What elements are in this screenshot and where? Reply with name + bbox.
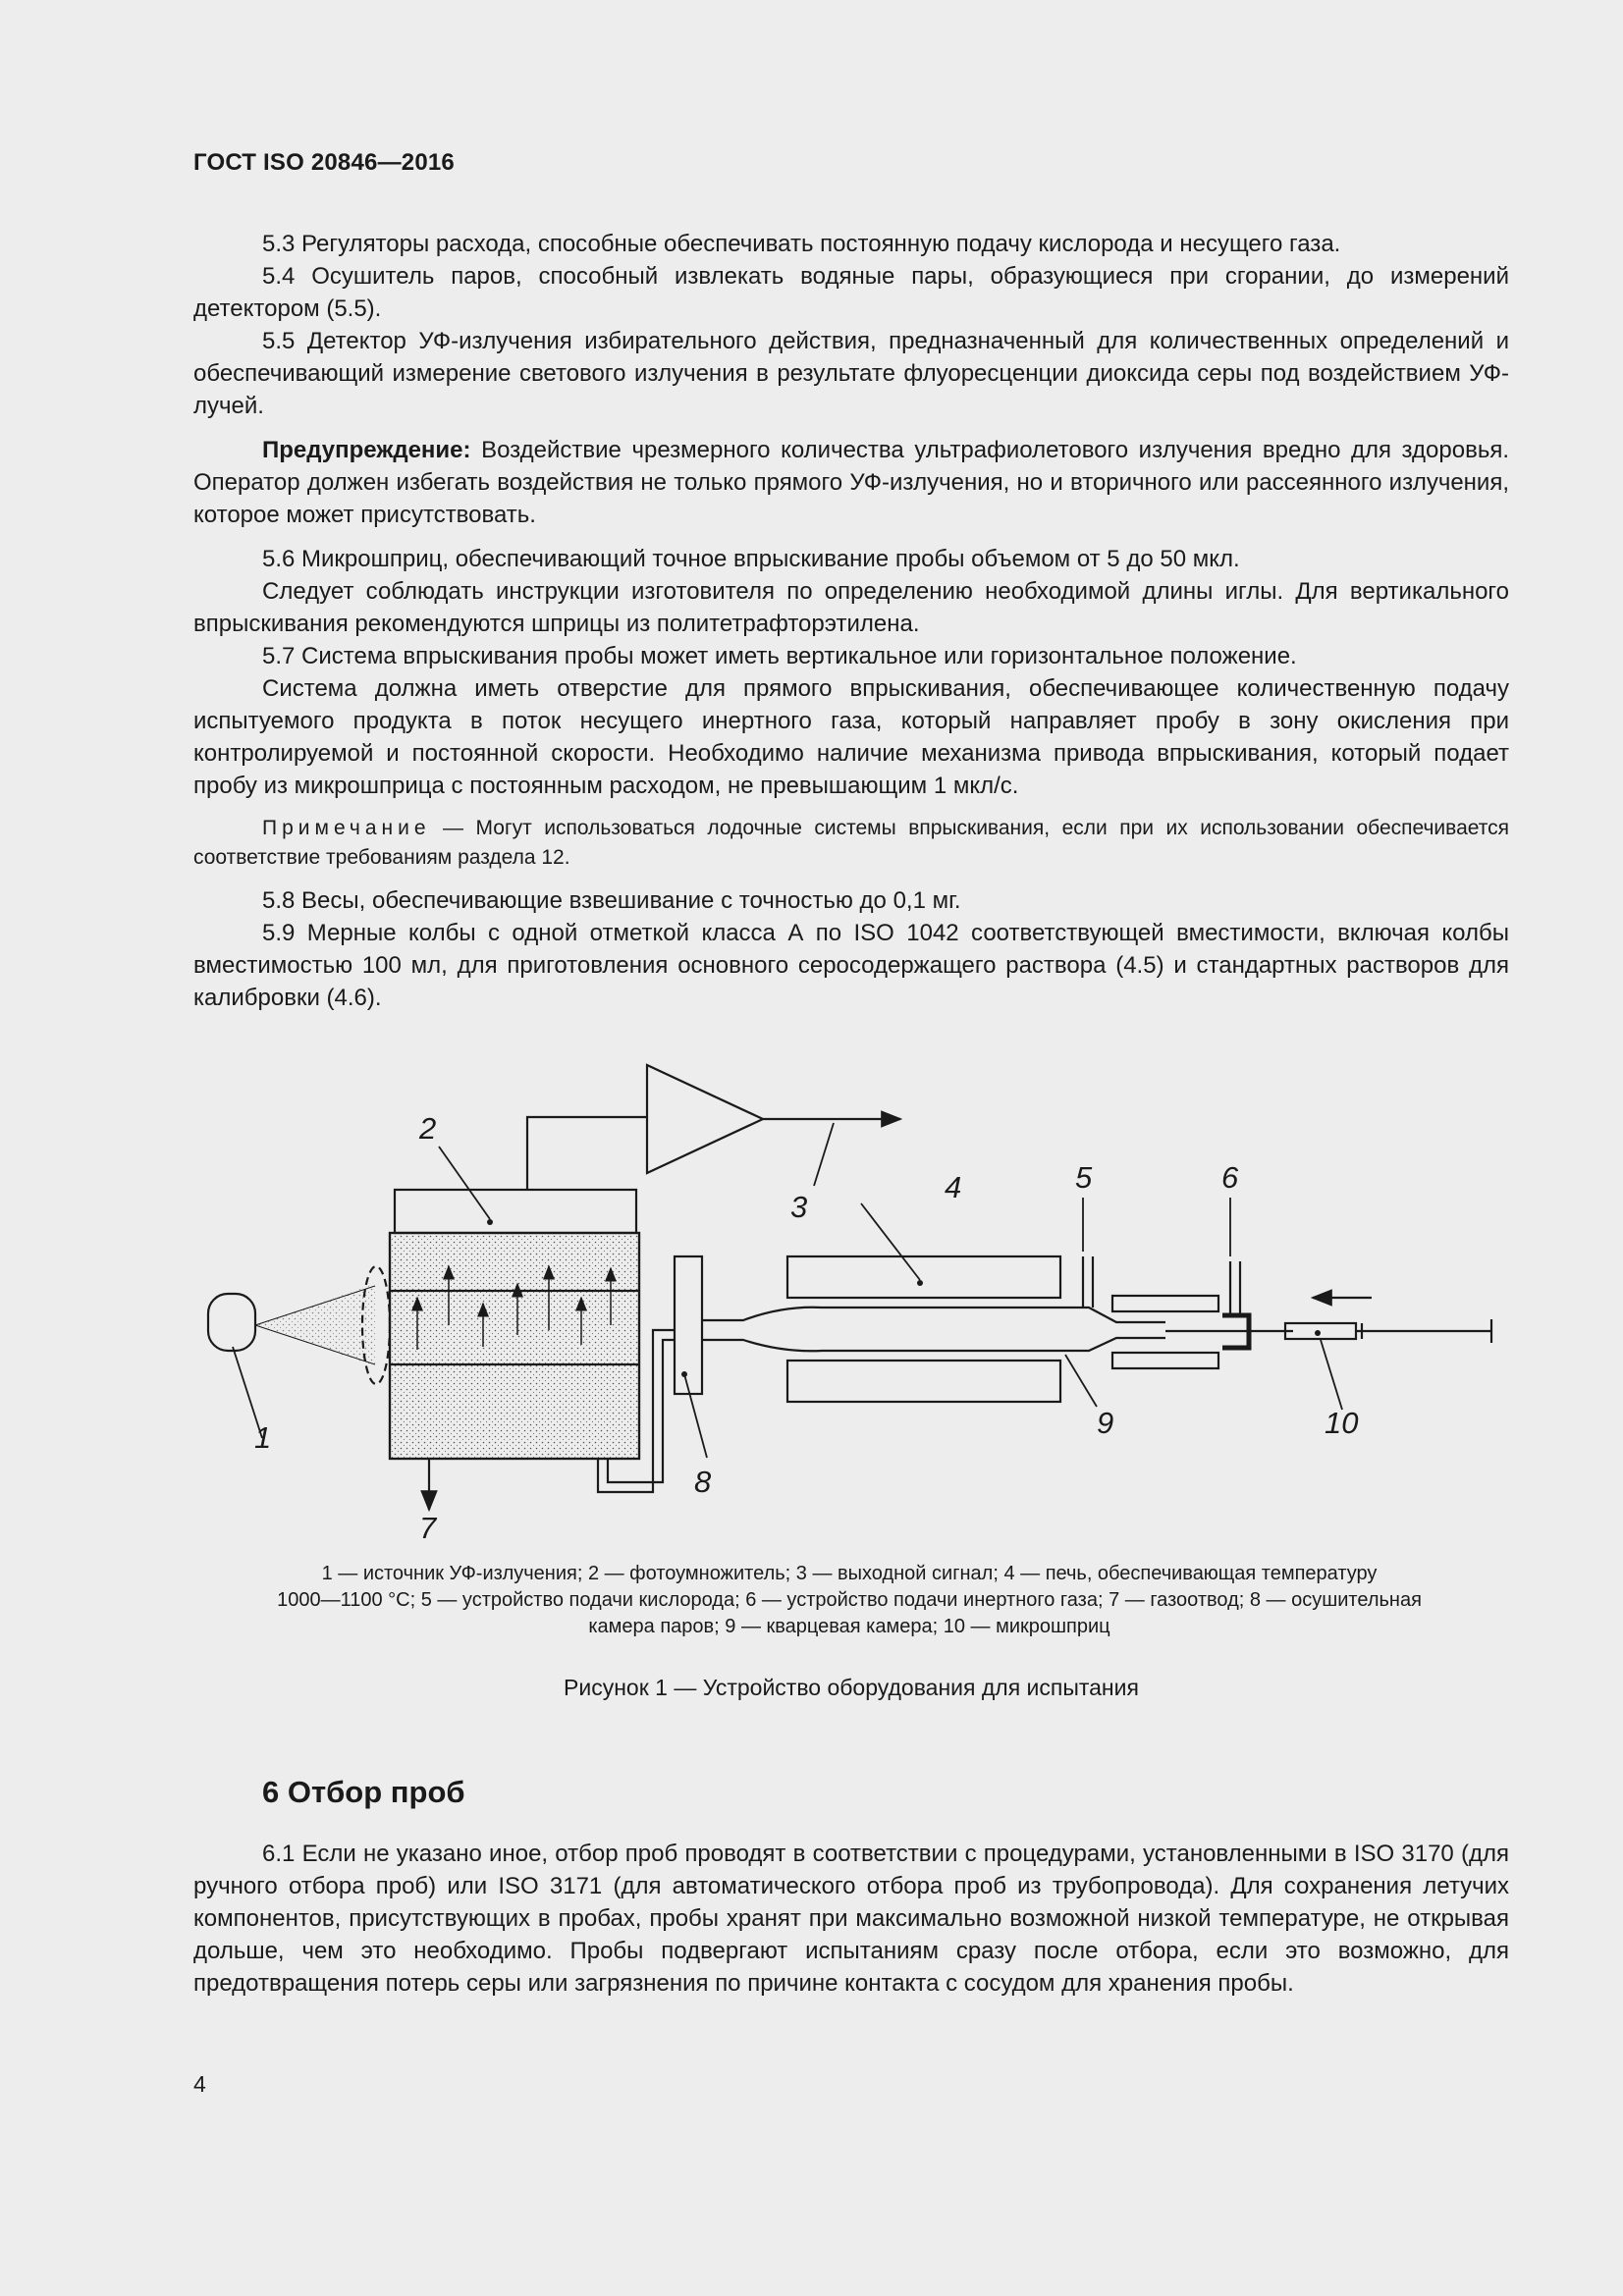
paragraph-5-8: 5.8 Весы, обеспечивающие взвешивание с точностью до 0,1 мг. [262,887,961,914]
uv-source [208,1294,255,1351]
light-cone [255,1284,375,1366]
paragraph-6-1: 6.1 Если не указано иное, отбор проб проводят в соответствии с процедурами, установленными в ISO 3170 (для ручного отбора проб) или ISO 3171 (для автоматического отбора проб из трубопровода). Для сохранения летучих компонентов, присутствующих в пробах, пробы хранят при максимально возможной низкой температуре, не открывая дольше, чем это необходимо. Пробы подвергают испытаниям сразу после отбора, если это возможно, для предотвращения потерь серы или загрязнения по причине контакта с сосудом для хранения пробы. [193,1841,1509,1997]
label-7: 7 [419,1511,437,1545]
label-10: 10 [1325,1406,1359,1440]
paragraph-5-6-note: Следует соблюдать инструкции изготовителя по определению необходимой длины иглы. Для вертикального впрыскивания рекомендуются шприцы из политетрафторэтилена. [193,578,1509,637]
label-4: 4 [945,1170,962,1204]
paragraph-5-7: 5.7 Система впрыскивания пробы может иметь вертикальное или горизонтальное положение. [262,643,1297,669]
section-6-title: 6 Отбор проб [262,1775,465,1809]
legend-line-3: камера паров; 9 — кварцевая камера; 10 — микрошприц [588,1616,1110,1637]
label-8: 8 [694,1465,712,1499]
figure-legend [206,1561,1492,1640]
furnace-bottom [787,1361,1060,1402]
photomultiplier [395,1190,636,1233]
warning-label: Предупреждение: [262,437,471,463]
paragraph-5-7-detail: Система должна иметь отверстие для прямого впрыскивания, обеспечивающее количественную подачу испытуемого продукта в поток несущего инертного газа, который направляет пробу в зону окисления при контролируемой и постоянной скорости. Необходимо наличие механизма привода впрыскивания, который подает пробу из микрошприца с постоянным расходом, не превышающим 1 мкл/с. [193,675,1509,799]
amplifier [647,1065,763,1173]
label-6: 6 [1221,1160,1239,1195]
section5-top-paragraphs [193,228,1509,1014]
paragraph-5-5: 5.5 Детектор УФ-излучения избирательного действия, предназначенный для количественных определений и обеспечивающий измерение светового излучения в результате флуоресценции диоксида серы под воздействием УФ-лучей. [193,328,1509,419]
note-paragraph [193,814,1509,873]
label-1: 1 [254,1420,272,1455]
label-5: 5 [1075,1160,1093,1195]
paragraph-5-9: 5.9 Мерные колбы с одной отметкой класса А по ISO 1042 соответствующей вместимости, включая колбы вместимостью 100 мл, для приготовления основного серосодержащего раствора (4.5) и стандартных растворов для калибровки (4.6). [193,920,1509,1011]
detector-chamber [390,1233,639,1459]
paragraph-5-6: 5.6 Микрошприц, обеспечивающий точное впрыскивание пробы объемом от 5 до 50 мкл. [262,546,1240,572]
dryer-chamber [675,1256,702,1394]
label-9: 9 [1097,1406,1114,1440]
apparatus-diagram [193,1041,1509,1551]
note-text: — Могут использоваться лодочные системы впрыскивания, если при их использовании обеспечивается соответствие требованиям раздела 12. [193,817,1509,869]
warning-text: Воздействие чрезмерного количества ультрафиолетового излучения вредно для здоровья. Оператор должен избегать воздействия не только прямого УФ-излучения, но и вторичного или рассеянного излучения, которое может присутствовать. [193,437,1509,528]
label-3: 3 [790,1190,808,1224]
legend-line-1: 1 — источник УФ-излучения; 2 — фотоумножитель; 3 — выходной сигнал; 4 — печь, обеспечивающая температуру [321,1563,1378,1584]
furnace-top [787,1256,1060,1298]
paragraph-5-3: 5.3 Регуляторы расхода, способные обеспечивать постоянную подачу кислорода и несущего газа. [262,231,1341,257]
inert-gas-unit [1112,1296,1218,1311]
paragraph-5-4: 5.4 Осушитель паров, способный извлекать водяные пары, образующиеся при сгорании, до измерений детектором (5.5). [193,263,1509,322]
legend-line-2: 1000—1100 °С; 5 — устройство подачи кислорода; 6 — устройство подачи инертного газа; 7 — газоотвод; 8 — осушительная [277,1589,1422,1611]
note-label: Примечание [262,817,431,839]
label-2: 2 [419,1111,437,1146]
micro-syringe [1285,1323,1356,1339]
section-6-body [193,1838,1509,2000]
document-header: ГОСТ ISO 20846—2016 [193,149,455,176]
warning-paragraph [193,434,1509,531]
figure-apparatus [193,1041,1509,1551]
quartz-tube [702,1308,1165,1322]
page-number: 4 [193,2071,206,2097]
figure-caption: Рисунок 1 — Устройство оборудования для испытания [564,1675,1139,1700]
